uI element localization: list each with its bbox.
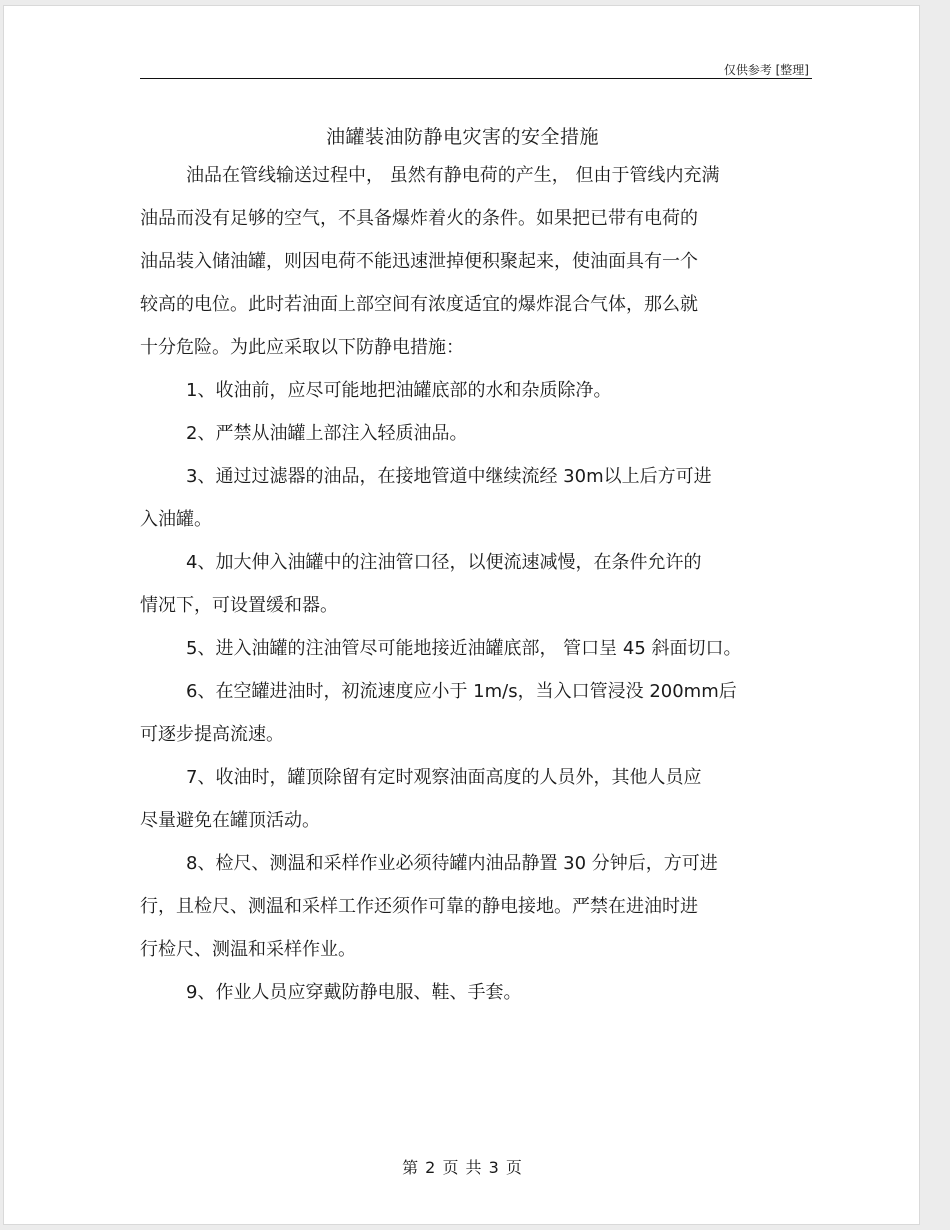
- list-item-4-cont: 情况下，可设置缓和器。: [140, 595, 338, 616]
- list-item-7-cont: 尽量避免在罐顶活动。: [140, 810, 320, 831]
- paragraph-line: 十分危险。为此应采取以下防静电措施：: [140, 337, 464, 358]
- list-item-8-cont: 行，且检尺、测温和采样工作还须作可靠的静电接地。严禁在进油时进: [140, 896, 698, 917]
- document-body: [140, 154, 820, 1014]
- list-item-8-cont-2: 行检尺、测温和采样作业。: [140, 939, 356, 960]
- paragraph-line: 较高的电位。此时若油面上部空间有浓度适宜的爆炸混合气体，那么就: [140, 294, 698, 315]
- header-note: 仅供参考 [整理]: [723, 63, 809, 77]
- page-number: 第 2 页 共 3 页: [402, 1158, 523, 1177]
- list-item-5: 5、进入油罐的注油管尽可能地接近油罐底部， 管口呈 45 斜面切口。: [186, 638, 742, 659]
- list-item-6: 6、在空罐进油时，初流速度应小于 1m/s，当入口管浸没 200mm后: [186, 681, 737, 702]
- list-item-3: 3、通过过滤器的油品，在接地管道中继续流经 30m以上后方可进: [186, 466, 712, 487]
- document-title: 油罐装油防静电灾害的安全措施: [325, 126, 599, 148]
- list-item-1: 1、收油前，应尽可能地把油罐底部的水和杂质除净。: [186, 380, 612, 401]
- list-item-9: 9、作业人员应穿戴防静电服、鞋、手套。: [186, 982, 522, 1003]
- list-item-2: 2、严禁从油罐上部注入轻质油品。: [186, 423, 468, 444]
- list-item-4: 4、加大伸入油罐中的注油管口径，以便流速减慢，在条件允许的: [186, 552, 702, 573]
- list-item-6-cont: 可逐步提高流速。: [140, 724, 284, 745]
- paragraph-line: 油品装入储油罐，则因电荷不能迅速泄掉便积聚起来，使油面具有一个: [140, 251, 698, 272]
- paragraph-line: 油品在管线输送过程中， 虽然有静电荷的产生， 但由于管线内充满: [186, 165, 720, 186]
- header-rule: [140, 78, 812, 79]
- list-item-7: 7、收油时，罐顶除留有定时观察油面高度的人员外，其他人员应: [186, 767, 702, 788]
- document-page: [3, 5, 920, 1225]
- list-item-3-cont: 入油罐。: [140, 509, 212, 530]
- list-item-8: 8、检尺、测温和采样作业必须待罐内油品静置 30 分钟后，方可进: [186, 853, 718, 874]
- paragraph-line: 油品而没有足够的空气，不具备爆炸着火的条件。如果把已带有电荷的: [140, 208, 698, 229]
